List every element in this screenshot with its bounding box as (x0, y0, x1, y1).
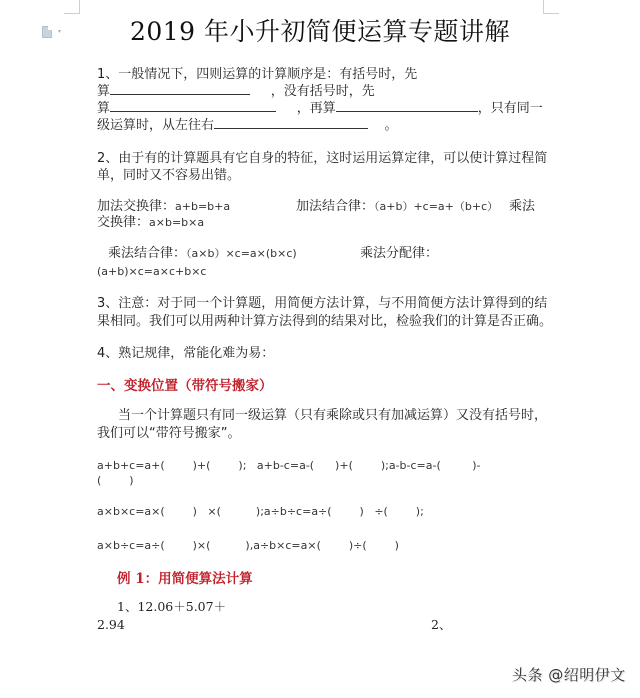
example-item-2: 2、 (431, 617, 452, 632)
section2-line1: 2、由于有的计算题具有它自身的特征，这时运用运算定律，可以使计算过程简 (97, 151, 548, 166)
law-formula: （a×b）×c=a×(b×c) (186, 247, 297, 260)
law-mul-associative (108, 245, 297, 262)
law-add-associative (296, 198, 498, 215)
law-formula: a×b=b×a (149, 216, 205, 229)
document-title: 2019 年小升初简便运算专题讲解 (129, 17, 511, 46)
example-heading: 例 1：用简便算法计算 (117, 571, 253, 587)
section4-line1: 4、熟记规律，常能化难为易： (97, 346, 275, 361)
watermark: 头条 @绍明伊文 (512, 666, 626, 684)
fill-blank[interactable] (214, 117, 368, 129)
intro-line1: 当一个计算题只有同一级运算（只有乘除或只有加减运算）又没有括号时， (118, 408, 548, 423)
exercise-row-1: a+b+c=a+( )+( ); a+b-c=a-( )+( );a-b-c=a-( )- (97, 459, 481, 472)
text: ，没有括号时，先 (270, 84, 375, 99)
section-heading-swap-position: 一、变换位置（带符号搬家） (97, 378, 273, 394)
exercise-row-2: a×b×c=a×( ) ×( );a÷b÷c=a÷( ) ÷( ); (97, 505, 424, 518)
law-label: 加法交换律： (97, 199, 176, 214)
section3-line2: 果相同。我们可以用两种计算方法得到的结果对比，检验我们的计算是否正确。 (97, 314, 553, 329)
text: ，再算 (296, 101, 336, 116)
law-mul-label-a: 乘法 (509, 199, 536, 214)
text: 。 (384, 118, 398, 133)
fill-blank[interactable] (336, 100, 478, 112)
section2-line2: 单，同时又不容易出错。 (97, 168, 241, 183)
law-mul-commutative (97, 214, 204, 231)
law-formula: a+b=b+a (175, 200, 231, 213)
section1-line3 (97, 100, 543, 117)
law-label: 交换律： (97, 215, 150, 230)
example-item-1-line2: 2.94 (97, 617, 125, 632)
law-add-commutative (97, 198, 230, 215)
text: 算 (97, 101, 111, 116)
law-label: 加法结合律： (296, 199, 375, 214)
fill-blank[interactable] (110, 83, 250, 95)
section3-line1: 3、注意：对于同一个计算题，用简便方法计算，与不用简便方法计算得到的结 (97, 296, 548, 311)
law-label: 乘法结合律： (108, 246, 187, 261)
text: 级运算时，从左往右 (97, 118, 215, 133)
intro-line2: 我们可以“带符号搬家”。 (97, 426, 241, 441)
chevron-down-icon[interactable]: ▾ (58, 28, 62, 35)
exercise-row-3: a×b÷c=a÷( )×( ),a÷b×c=a×( )÷( ) (97, 539, 399, 552)
section1-line4 (97, 117, 398, 134)
example-item-1-line1: 1、12.06＋5.07＋ (117, 599, 227, 614)
section1-line2 (97, 83, 375, 100)
fill-blank[interactable] (110, 100, 276, 112)
text: 算 (97, 84, 111, 99)
exercise-row-1-cont: ( ) (97, 474, 134, 487)
law-mul-distributive-formula: (a+b)×c=a×c+b×c (97, 265, 207, 278)
section1-line1: 1、一般情况下，四则运算的计算顺序是：有括号时，先 (97, 67, 418, 82)
text: ，只有同一 (477, 101, 543, 116)
law-mul-distributive-label: 乘法分配律： (360, 246, 439, 261)
law-formula: （a+b）+c=a+（b+c） (374, 200, 499, 213)
